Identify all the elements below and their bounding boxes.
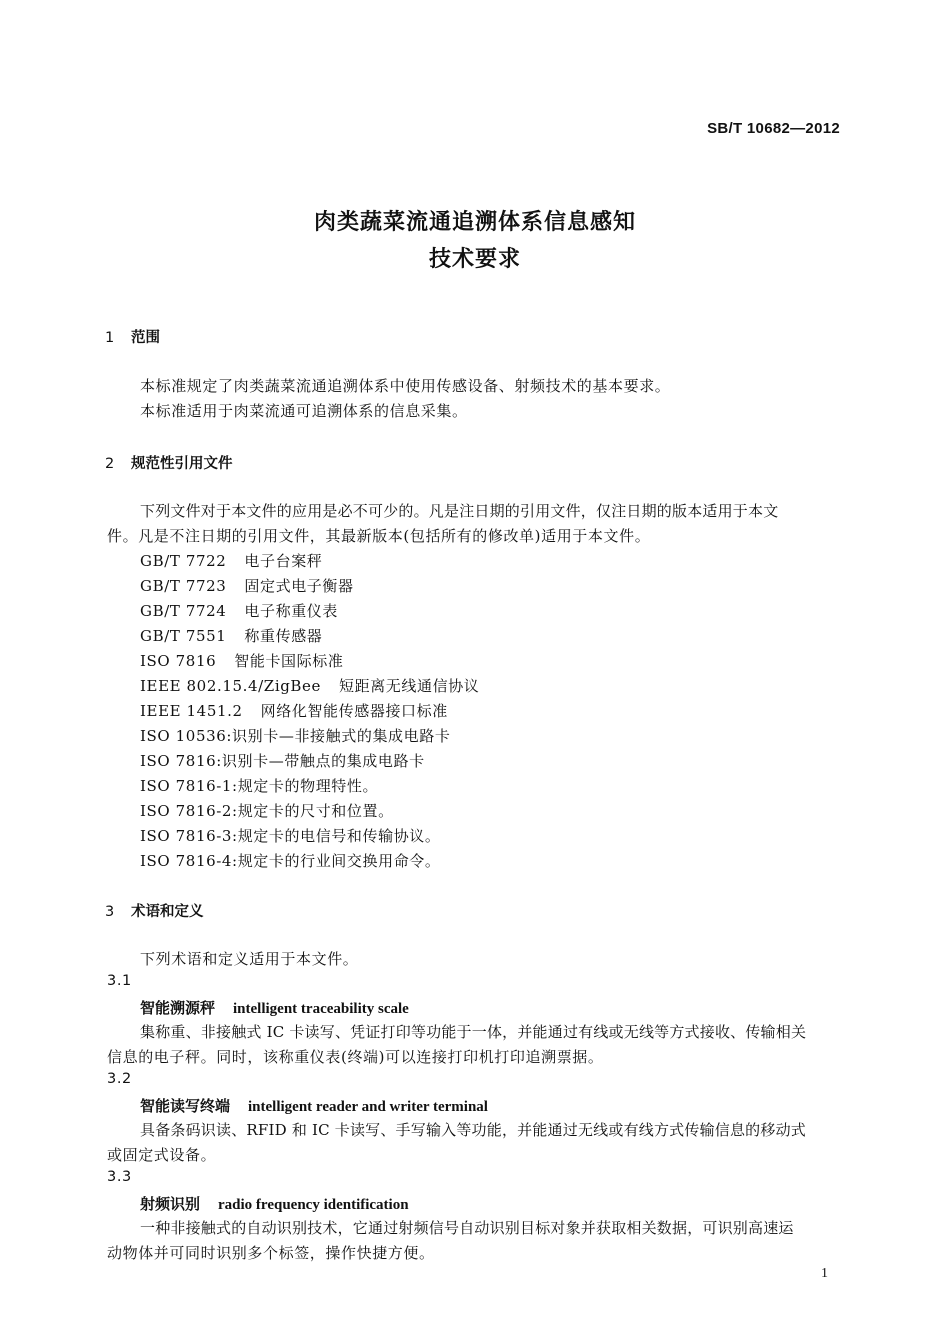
- term-english: intelligent reader and writer terminal: [248, 1099, 488, 1115]
- term-heading: [140, 1095, 488, 1116]
- term-english: radio frequency identification: [218, 1197, 409, 1213]
- paragraph: 本标准规定了肉类蔬菜流通追溯体系中使用传感设备、射频技术的基本要求。: [140, 377, 671, 395]
- reference-title: 电子称重仪表: [244, 602, 339, 620]
- reference-item: [140, 600, 338, 621]
- term-heading: [140, 997, 409, 1018]
- term-definition: 一种非接触式的自动识别技术，它通过射频信号自动识别目标对象并获取相关数据，可识别高速运: [140, 1219, 794, 1237]
- reference-code: GB/T 7724: [140, 602, 227, 620]
- section-number: 3: [105, 904, 115, 920]
- term-chinese: 智能读写终端: [140, 1097, 231, 1115]
- page-number: 1: [821, 1266, 828, 1281]
- reference-title: 称重传感器: [244, 627, 323, 645]
- paragraph: 下列术语和定义适用于本文件。: [140, 950, 359, 968]
- term-number: 3.1: [107, 973, 132, 989]
- reference-title: 短距离无线通信协议: [339, 677, 480, 695]
- reference-item: [140, 550, 322, 571]
- section-title: 规范性引用文件: [131, 456, 233, 472]
- reference-item: [140, 650, 343, 671]
- term-english: intelligent traceability scale: [233, 1001, 409, 1017]
- term-number: 3.2: [107, 1071, 132, 1087]
- reference-item: [140, 575, 354, 596]
- reference-item: ISO 7816-2:规定卡的尺寸和位置。: [140, 802, 394, 820]
- reference-item: ISO 10536:识别卡—非接触式的集成电路卡: [140, 727, 451, 745]
- reference-title: 电子台案秤: [244, 552, 323, 570]
- reference-code: ISO 7816: [140, 652, 217, 670]
- reference-item: ISO 7816:识别卡—带触点的集成电路卡: [140, 752, 425, 770]
- section-title: 范围: [131, 330, 160, 346]
- term-definition: 动物体并可同时识别多个标签，操作快捷方便。: [107, 1244, 435, 1262]
- reference-item: ISO 7816-1:规定卡的物理特性。: [140, 777, 379, 795]
- document-code: SB/T 10682—2012: [707, 120, 840, 137]
- paragraph: 件。凡是不注日期的引用文件，其最新版本(包括所有的修改单)适用于本文件。: [107, 527, 651, 545]
- document-title-line1: 肉类蔬菜流通追溯体系信息感知: [313, 210, 636, 235]
- reference-item: ISO 7816-4:规定卡的行业间交换用命令。: [140, 852, 441, 870]
- section-number: 2: [105, 456, 115, 472]
- reference-item: [140, 700, 448, 721]
- reference-code: GB/T 7551: [140, 627, 227, 645]
- reference-item: [140, 625, 322, 646]
- reference-code: IEEE 802.15.4/ZigBee: [140, 677, 321, 695]
- reference-title: 固定式电子衡器: [244, 577, 354, 595]
- reference-code: GB/T 7723: [140, 577, 227, 595]
- term-definition: 集称重、非接触式 IC 卡读写、凭证打印等功能于一体，并能通过有线或无线等方式接收、传输相关: [140, 1023, 807, 1041]
- paragraph: 本标准适用于肉菜流通可追溯体系的信息采集。: [140, 402, 468, 420]
- term-definition: 信息的电子秤。同时，该称重仪表(终端)可以连接打印机打印追溯票据。: [107, 1048, 604, 1066]
- section-3-heading: [105, 900, 204, 921]
- section-1-heading: [105, 326, 160, 347]
- section-title: 术语和定义: [131, 904, 204, 920]
- term-chinese: 射频识别: [140, 1195, 201, 1213]
- term-definition: 具备条码识读、RFID 和 IC 卡读写、手写输入等功能，并能通过无线或有线方式传输信息的移动式: [140, 1121, 806, 1139]
- reference-code: GB/T 7722: [140, 552, 227, 570]
- section-2-heading: [105, 452, 233, 473]
- term-definition: 或固定式设备。: [107, 1146, 217, 1164]
- reference-code: IEEE 1451.2: [140, 702, 243, 720]
- reference-title: 智能卡国际标准: [234, 652, 344, 670]
- reference-item: ISO 7816-3:规定卡的电信号和传输协议。: [140, 827, 441, 845]
- term-number: 3.3: [107, 1169, 132, 1185]
- document-title-line2: 技术要求: [428, 247, 521, 272]
- reference-item: [140, 675, 479, 696]
- paragraph: 下列文件对于本文件的应用是必不可少的。凡是注日期的引用文件，仅注日期的版本适用于本文: [140, 502, 779, 520]
- term-chinese: 智能溯源秤: [140, 999, 216, 1017]
- reference-title: 网络化智能传感器接口标准: [260, 702, 448, 720]
- term-heading: [140, 1193, 409, 1214]
- section-number: 1: [105, 330, 115, 346]
